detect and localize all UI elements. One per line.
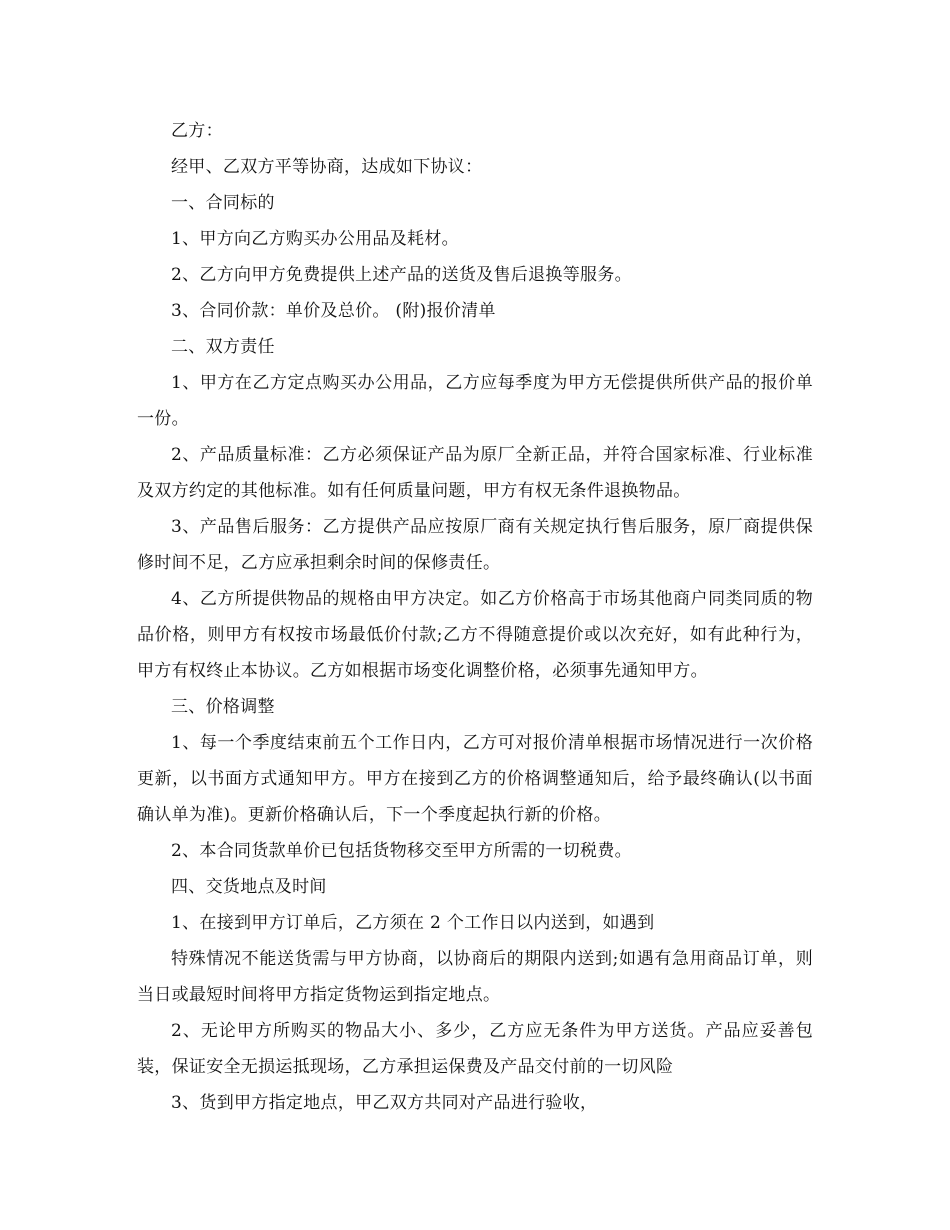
section-heading-delivery: 四、交货地点及时间 <box>171 877 327 897</box>
paragraph-party-b: 乙方： <box>171 121 223 141</box>
paragraph-responsibility-2: 2、产品质量标准：乙方必须保证产品为原厂全新正品，并符合国家标准、行业标准及双方约定的其他标准。如有任何质量问题，甲方有权无条件退换物品。 <box>137 445 813 501</box>
paragraph-subject-1: 1、甲方向乙方购买办公用品及耗材。 <box>171 229 459 249</box>
paragraph-price-adjustment-2: 2、本合同货款单价已包括货物移交至甲方所需的一切税费。 <box>171 841 632 861</box>
paragraph-responsibility-4: 4、乙方所提供物品的规格由甲方决定。如乙方价格高于市场其他商户同类同质的物品价格，则甲方有权按市场最低价付款;乙方不得随意提价或以次充好，如有此种行为，甲方有权终止本协议。乙方如根据市场变化调整价格，必须事先通知甲方。 <box>137 589 813 681</box>
paragraph-responsibility-3: 3、产品售后服务：乙方提供产品应按原厂商有关规定执行售后服务，原厂商提供保修时间不足，乙方应承担剩余时间的保修责任。 <box>137 517 813 573</box>
paragraph-delivery-1-continued: 特殊情况不能送货需与甲方协商，以协商后的期限内送到;如遇有急用商品订单，则当日或最短时间将甲方指定货物运到指定地点。 <box>137 949 813 1005</box>
document-page <box>137 113 813 1121</box>
paragraph-subject-2: 2、乙方向甲方免费提供上述产品的送货及售后退换等服务。 <box>171 265 632 285</box>
section-heading-responsibilities: 二、双方责任 <box>171 337 275 357</box>
paragraph-subject-3: 3、合同价款：单价及总价。 (附)报价清单 <box>171 301 496 321</box>
paragraph-delivery-3: 3、货到甲方指定地点，甲乙双方共同对产品进行验收， <box>171 1093 598 1113</box>
paragraph-delivery-2: 2、无论甲方所购买的物品大小、多少，乙方应无条件为甲方送货。产品应妥善包装，保证安全无损运抵现场，乙方承担运保费及产品交付前的一切风险 <box>137 1021 813 1077</box>
paragraph-agreement-intro: 经甲、乙双方平等协商，达成如下协议： <box>171 157 483 177</box>
paragraph-delivery-1: 1、在接到甲方订单后，乙方须在 2 个工作日以内送到，如遇到 <box>171 913 655 933</box>
section-heading-price-adjustment: 三、价格调整 <box>171 697 275 717</box>
section-heading-subject: 一、合同标的 <box>171 193 275 213</box>
paragraph-price-adjustment-1: 1、每一个季度结束前五个工作日内，乙方可对报价清单根据市场情况进行一次价格更新，以书面方式通知甲方。甲方在接到乙方的价格调整通知后，给予最终确认(以书面确认单为准)。更新价格确认后，下一个季度起执行新的价格。 <box>137 733 813 825</box>
paragraph-responsibility-1: 1、甲方在乙方定点购买办公用品，乙方应每季度为甲方无偿提供所供产品的报价单一份。 <box>137 373 813 429</box>
